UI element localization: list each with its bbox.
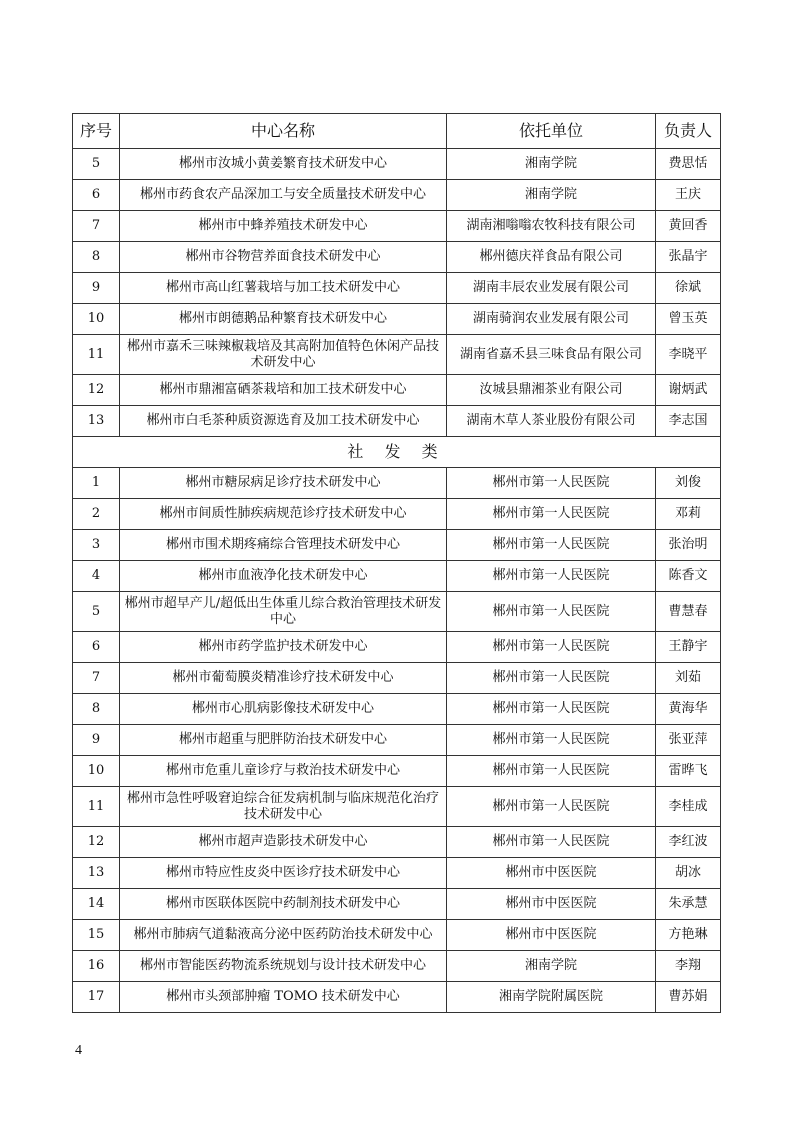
cell-person: 曹慧春 (656, 592, 721, 632)
cell-unit: 郴州市第一人民医院 (447, 756, 656, 787)
cell-unit: 郴州市中医医院 (447, 889, 656, 920)
cell-name: 郴州市朗德鹅品种繁育技术研发中心 (120, 304, 447, 335)
cell-name: 郴州市药学监护技术研发中心 (120, 632, 447, 663)
cell-person: 黄海华 (656, 694, 721, 725)
cell-name: 郴州市超声造影技术研发中心 (120, 827, 447, 858)
table-row (73, 827, 721, 858)
cell-no: 4 (73, 561, 120, 592)
cell-no: 6 (73, 632, 120, 663)
cell-person: 谢炳武 (656, 375, 721, 406)
cell-no: 16 (73, 951, 120, 982)
cell-name: 郴州市鼎湘富硒茶栽培和加工技术研发中心 (120, 375, 447, 406)
header-unit: 依托单位 (447, 114, 656, 149)
cell-no: 13 (73, 406, 120, 437)
table-row (73, 920, 721, 951)
cell-no: 9 (73, 273, 120, 304)
cell-name: 郴州市危重儿童诊疗与救治技术研发中心 (120, 756, 447, 787)
cell-name: 郴州市葡萄膜炎精准诊疗技术研发中心 (120, 663, 447, 694)
cell-name: 郴州市围术期疼痛综合管理技术研发中心 (120, 530, 447, 561)
cell-unit: 湖南骑润农业发展有限公司 (447, 304, 656, 335)
cell-unit: 湘南学院附属医院 (447, 982, 656, 1013)
cell-no: 8 (73, 694, 120, 725)
table-row (73, 242, 721, 273)
cell-name: 郴州市医联体医院中药制剂技术研发中心 (120, 889, 447, 920)
table-row (73, 406, 721, 437)
cell-unit: 郴州市第一人民医院 (447, 632, 656, 663)
cell-no: 11 (73, 335, 120, 375)
cell-unit: 汝城县鼎湘茶业有限公司 (447, 375, 656, 406)
cell-person: 张亚萍 (656, 725, 721, 756)
cell-no: 13 (73, 858, 120, 889)
table-row (73, 335, 721, 375)
cell-name: 郴州市高山红薯栽培与加工技术研发中心 (120, 273, 447, 304)
cell-person: 费思恬 (656, 149, 721, 180)
cell-person: 邓莉 (656, 499, 721, 530)
cell-no: 5 (73, 149, 120, 180)
cell-no: 15 (73, 920, 120, 951)
table-row (73, 632, 721, 663)
cell-no: 7 (73, 211, 120, 242)
cell-unit: 郴州市第一人民医院 (447, 663, 656, 694)
table-row (73, 725, 721, 756)
cell-unit: 郴州市中医医院 (447, 858, 656, 889)
cell-person: 张晶宇 (656, 242, 721, 273)
cell-unit: 湘南学院 (447, 180, 656, 211)
table-row (73, 375, 721, 406)
cell-person: 陈香文 (656, 561, 721, 592)
cell-no: 8 (73, 242, 120, 273)
cell-person: 王静宇 (656, 632, 721, 663)
cell-name: 郴州市超重与肥胖防治技术研发中心 (120, 725, 447, 756)
table-row (73, 889, 721, 920)
cell-no: 5 (73, 592, 120, 632)
table-row (73, 211, 721, 242)
cell-unit: 郴州市第一人民医院 (447, 468, 656, 499)
cell-name: 郴州市肺病气道黏液高分泌中医药防治技术研发中心 (120, 920, 447, 951)
social-section-heading (73, 437, 721, 468)
cell-person: 王庆 (656, 180, 721, 211)
cell-no: 6 (73, 180, 120, 211)
cell-unit: 湘南学院 (447, 149, 656, 180)
table-header-row (73, 114, 721, 149)
cell-unit: 湖南湘嗡嗡农牧科技有限公司 (447, 211, 656, 242)
cell-name: 郴州市糖尿病足诊疗技术研发中心 (120, 468, 447, 499)
table-row (73, 149, 721, 180)
cell-person: 张治明 (656, 530, 721, 561)
cell-no: 10 (73, 756, 120, 787)
cell-no: 12 (73, 375, 120, 406)
table-row (73, 530, 721, 561)
cell-name: 郴州市血液净化技术研发中心 (120, 561, 447, 592)
cell-person: 李志国 (656, 406, 721, 437)
cell-person: 刘俊 (656, 468, 721, 499)
cell-unit: 郴州市第一人民医院 (447, 561, 656, 592)
header-no: 序号 (73, 114, 120, 149)
table-row (73, 561, 721, 592)
table-row (73, 756, 721, 787)
cell-name: 郴州市药食农产品深加工与安全质量技术研发中心 (120, 180, 447, 211)
cell-unit: 湘南学院 (447, 951, 656, 982)
cell-no: 7 (73, 663, 120, 694)
cell-unit: 湖南丰辰农业发展有限公司 (447, 273, 656, 304)
cell-name: 郴州市特应性皮炎中医诊疗技术研发中心 (120, 858, 447, 889)
cell-person: 胡冰 (656, 858, 721, 889)
cell-unit: 郴州市第一人民医院 (447, 592, 656, 632)
table-row (73, 787, 721, 827)
cell-person: 李晓平 (656, 335, 721, 375)
cell-person: 曾玉英 (656, 304, 721, 335)
section-title: 社 发 类 (73, 437, 721, 468)
cell-no: 3 (73, 530, 120, 561)
cell-name: 郴州市心肌病影像技术研发中心 (120, 694, 447, 725)
cell-unit: 郴州市第一人民医院 (447, 787, 656, 827)
cell-person: 曹苏娟 (656, 982, 721, 1013)
cell-person: 李翔 (656, 951, 721, 982)
cell-name: 郴州市头颈部肿瘤 TOMO 技术研发中心 (120, 982, 447, 1013)
cell-unit: 郴州市第一人民医院 (447, 499, 656, 530)
cell-no: 14 (73, 889, 120, 920)
table-row (73, 304, 721, 335)
cell-unit: 郴州市中医医院 (447, 920, 656, 951)
table-row (73, 951, 721, 982)
cell-no: 9 (73, 725, 120, 756)
social-section-body (73, 468, 721, 1013)
cell-name: 郴州市急性呼吸窘迫综合征发病机制与临床规范化治疗技术研发中心 (120, 787, 447, 827)
table-row (73, 858, 721, 889)
cell-no: 12 (73, 827, 120, 858)
cell-no: 10 (73, 304, 120, 335)
cell-unit: 郴州市第一人民医院 (447, 827, 656, 858)
agri-section-body (73, 149, 721, 437)
header-name: 中心名称 (120, 114, 447, 149)
cell-name: 郴州市间质性肺疾病规范诊疗技术研发中心 (120, 499, 447, 530)
table-row (73, 273, 721, 304)
cell-name: 郴州市超早产儿/超低出生体重儿综合救治管理技术研发中心 (120, 592, 447, 632)
cell-person: 黄回香 (656, 211, 721, 242)
table-row (73, 663, 721, 694)
table-row (73, 592, 721, 632)
cell-no: 17 (73, 982, 120, 1013)
cell-no: 1 (73, 468, 120, 499)
cell-name: 郴州市嘉禾三味辣椒栽培及其高附加值特色休闲产品技术研发中心 (120, 335, 447, 375)
cell-person: 方艳琳 (656, 920, 721, 951)
table-row (73, 694, 721, 725)
cell-no: 2 (73, 499, 120, 530)
research-centers-table (72, 113, 721, 1013)
cell-name: 郴州市汝城小黄姜繁育技术研发中心 (120, 149, 447, 180)
cell-unit: 湖南木草人茶业股份有限公司 (447, 406, 656, 437)
cell-no: 11 (73, 787, 120, 827)
table-row (73, 499, 721, 530)
cell-name: 郴州市谷物营养面食技术研发中心 (120, 242, 447, 273)
table-row (73, 180, 721, 211)
cell-unit: 湖南省嘉禾县三味食品有限公司 (447, 335, 656, 375)
cell-unit: 郴州市第一人民医院 (447, 694, 656, 725)
cell-person: 雷晔飞 (656, 756, 721, 787)
cell-name: 郴州市白毛茶种质资源选育及加工技术研发中心 (120, 406, 447, 437)
cell-unit: 郴州德庆祥食品有限公司 (447, 242, 656, 273)
cell-name: 郴州市智能医药物流系统规划与设计技术研发中心 (120, 951, 447, 982)
section-row (73, 437, 721, 468)
cell-person: 朱承慧 (656, 889, 721, 920)
page-number: 4 (75, 1043, 82, 1058)
table-row (73, 468, 721, 499)
cell-unit: 郴州市第一人民医院 (447, 725, 656, 756)
cell-person: 徐斌 (656, 273, 721, 304)
table-row (73, 982, 721, 1013)
cell-person: 刘茹 (656, 663, 721, 694)
cell-person: 李红波 (656, 827, 721, 858)
header-person: 负责人 (656, 114, 721, 149)
cell-unit: 郴州市第一人民医院 (447, 530, 656, 561)
cell-name: 郴州市中蜂养殖技术研发中心 (120, 211, 447, 242)
cell-person: 李桂成 (656, 787, 721, 827)
